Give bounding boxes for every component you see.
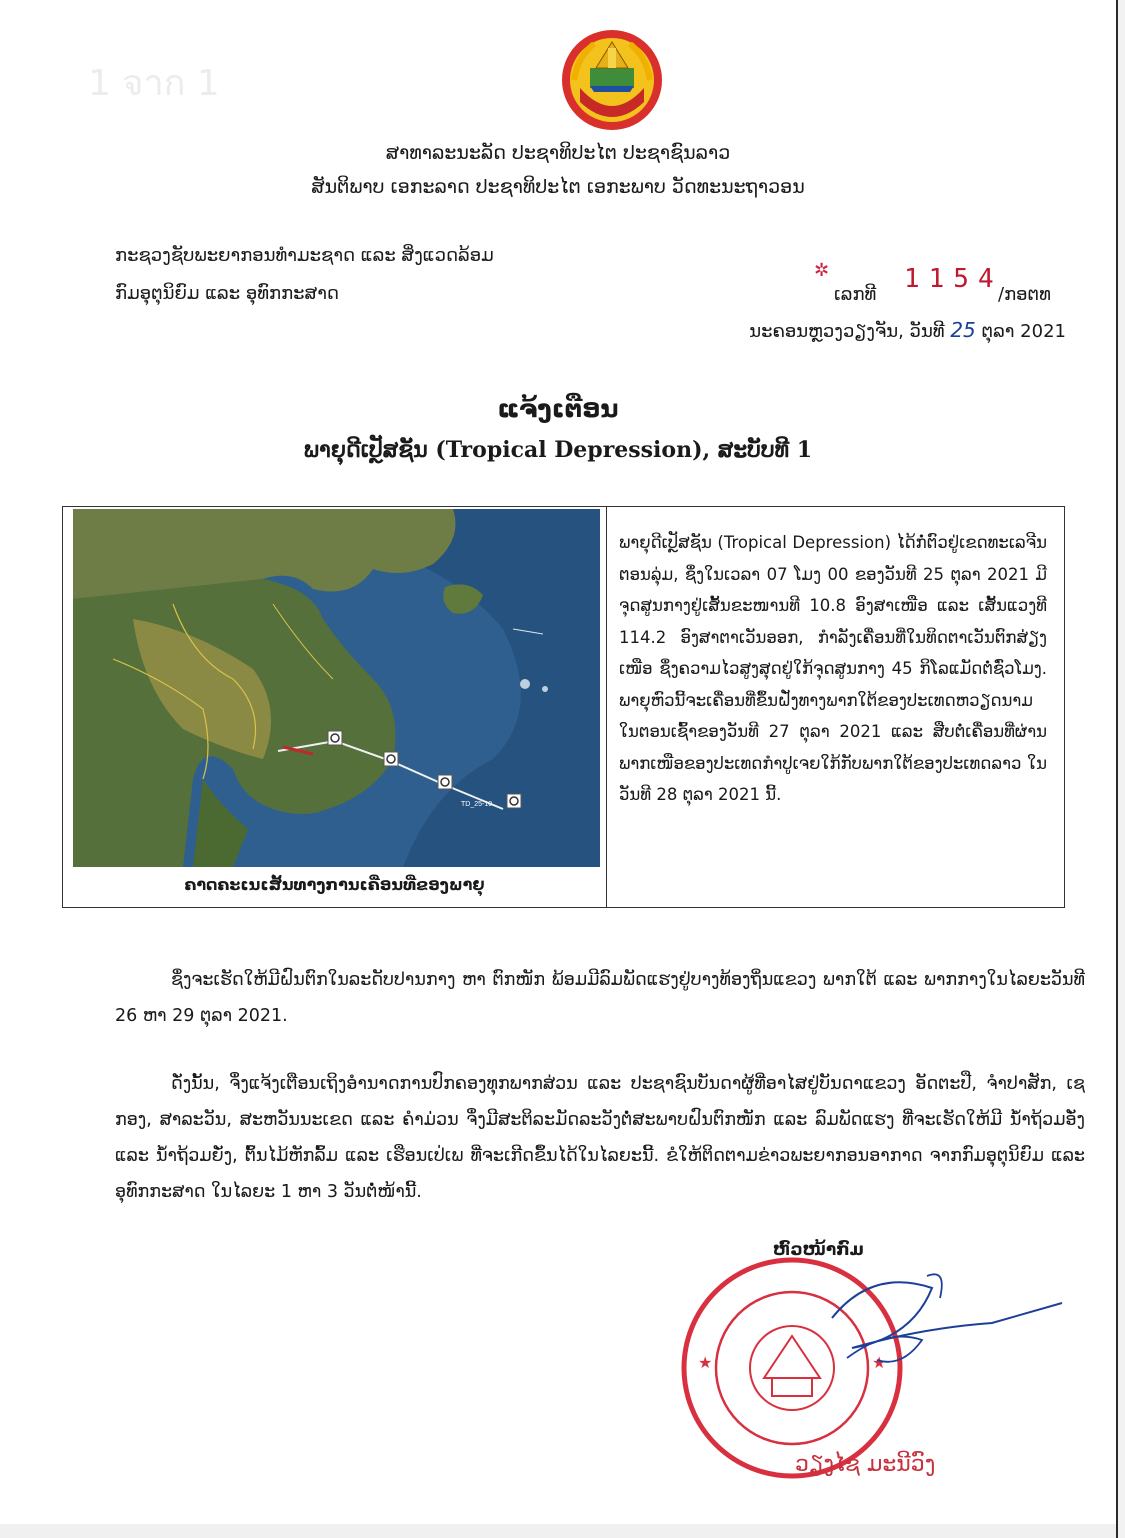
signatory-title: ຫົວໜ້າກົມ xyxy=(773,1240,864,1260)
map-caption: ຄາດຄະເນເສັ້ນທາງການເຄື່ອນທີ່ຂອງພາຍຸ xyxy=(184,875,485,894)
track-label: TD_25-10 xyxy=(461,801,493,808)
ref-suffix: /ກອຕທ xyxy=(998,284,1051,305)
official-seal-icon xyxy=(672,1228,1092,1528)
page-edge xyxy=(1116,0,1118,1538)
info-box xyxy=(62,506,1065,908)
signatory-name: ວຽງໄຊ ມະນີວົງ xyxy=(795,1452,936,1477)
ministry-name: ກະຊວງຊັບພະຍາກອນທຳມະຊາດ ແລະ ສິ່ງແວດລ້ອມ xyxy=(115,245,494,266)
notice-subtitle: ພາຍຸດີເປຼັສຊັນ (Tropical Depression), ສະບັບທີ 1 xyxy=(303,437,813,463)
ref-label: ເລກທີ xyxy=(834,284,877,305)
page-bottom-edge xyxy=(0,1524,1116,1538)
impact-paragraph: ຊຶ່ງຈະເຮັດໃຫ້ມີຝົນຕົກໃນລະດັບປານກາງ ຫາ ຕົກໜັກ ພ້ອມມີລົມພັດແຮງຢູ່ບາງທ້ອງຖິ່ນແຂວງ ພາກໃຕ້ ແລະ ພາກກາງໃນໄລຍະວັນທີ 26 ຫາ 29 ຕຸລາ 2021. xyxy=(115,970,1085,1026)
nation-title: ສາທາລະນະລັດ ປະຊາທິປະໄຕ ປະຊາຊົນລາວ xyxy=(385,142,731,164)
storm-symbol-icon xyxy=(328,731,342,745)
date-line xyxy=(749,318,1066,342)
date-day: 25 xyxy=(950,318,976,342)
date-prefix: ນະຄອນຫຼວງວຽງຈັນ, ວັນທີ xyxy=(749,321,945,342)
box-divider xyxy=(606,507,607,907)
svg-text:★: ★ xyxy=(872,1353,887,1372)
svg-text:★: ★ xyxy=(698,1353,713,1372)
national-emblem-icon xyxy=(560,28,664,132)
department-name: ກົມອຸຕຸນິຍົມ ແລະ ອຸທົກກະສາດ xyxy=(115,283,339,304)
storm-description: ພາຍຸດີເປຼັສຊັນ (Tropical Depression) ໄດ້ກໍ່ຕົວຢູ່ເຂດທະເລຈີນຕອນລຸ່ມ, ຊຶ່ງໃນເວລາ 07 ໂມງ 00 ຂອງວັນທີ 25 ຕຸລາ 2021 ມີຈຸດສູນກາງຢູ່ເສັ້ນຂະໜານທີ 10.8 ອົງສາເໜືອ ແລະ ເສັ້ນແວງທີ 114.2 ອົງສາຕາເວັນອອກ, ກຳລັງເຄື່ອນທີ່ໃນທິດຕາເວັນຕົກສ່ຽງເໜືອ ຊຶ່ງຄວາມໄວສູງສຸດຢູ່ໃກ້ຈຸດສູນກາງ 45 ກິໂລແມັດຕໍ່ຊົ່ວໂມງ. ພາຍຸຫົວນີ້ຈະເຄື່ອນທີ່ຂຶ້ນຝັ່ງທາງພາກໃຕ້ຂອງປະເທດຫວຽດນາມ ໃນຕອນເຊົ້າຂອງວັນທີ 27 ຕຸລາ 2021 ແລະ ສືບຕໍ່ເຄື່ອນທີ່ຜ່ານພາກເໜືອຂອງປະເທດກຳປູເຈຍໃກ້ກັບພາກໃຕ້ຂອງປະເທດລາວ ໃນວັນທີ 28 ຕຸລາ 2021 ນີ້. xyxy=(619,533,1047,804)
ref-stamp-mark: ✲ xyxy=(814,260,830,281)
satellite-map-image xyxy=(73,509,600,867)
storm-symbol-icon xyxy=(384,752,398,766)
ref-number: 1154 xyxy=(904,264,1003,294)
date-suffix: ຕຸລາ 2021 xyxy=(981,321,1066,342)
storm-symbol-icon xyxy=(507,794,521,808)
reference-block xyxy=(810,260,1080,306)
nation-motto: ສັນຕິພາບ ເອກະລາດ ປະຊາທິປະໄຕ ເອກະພາບ ວັດທະນະຖາວອນ xyxy=(311,176,805,198)
storm-symbol-icon xyxy=(438,775,452,789)
warning-paragraph: ດັ່ງນັ້ນ, ຈຶ່ງແຈ້ງເຕືອນເຖິງອຳນາດການປົກຄອງທຸກພາກສ່ວນ ແລະ ປະຊາຊົນບັນດາຜູ້ທີ່ອາໄສຢູ່ບັນດາແຂວງ ອັດຕະປື, ຈຳປາສັກ, ເຊກອງ, ສາລະວັນ, ສະຫວັນນະເຂດ ແລະ ຄຳມ່ວນ ຈຶ່ງມີສະຕິລະມັດລະວັງຕໍ່ສະພາບຝົນຕົກໜັກ ແລະ ລົມພັດແຮງ ທີ່ຈະເຮັດໃຫ້ມີ ນ້ຳຖ້ວມອັ່ງ ແລະ ນ້ຳຖ້ວມຍັ່ງ, ຕົ້ນໄມ້ຫັກລົ້ມ ແລະ ເຮືອນເປ່ເພ ທີ່ຈະເກີດຂຶ້ນໄດ້ໃນໄລຍະນີ້. ຂໍໃຫ້ຕິດຕາມຂ່າວພະຍາກອນອາກາດ ຈາກກົມອຸຕຸນິຍົມ ແລະ ອຸທົກກະສາດ ໃນໄລຍະ 1 ຫາ 3 ວັນຕໍ່ໜ້ານີ້. xyxy=(115,1074,1085,1202)
page-indicator: 1 จาก 1 xyxy=(88,63,220,104)
notice-title: ແຈ້ງເຕືອນ xyxy=(497,394,619,423)
storm-track-map xyxy=(73,509,600,867)
